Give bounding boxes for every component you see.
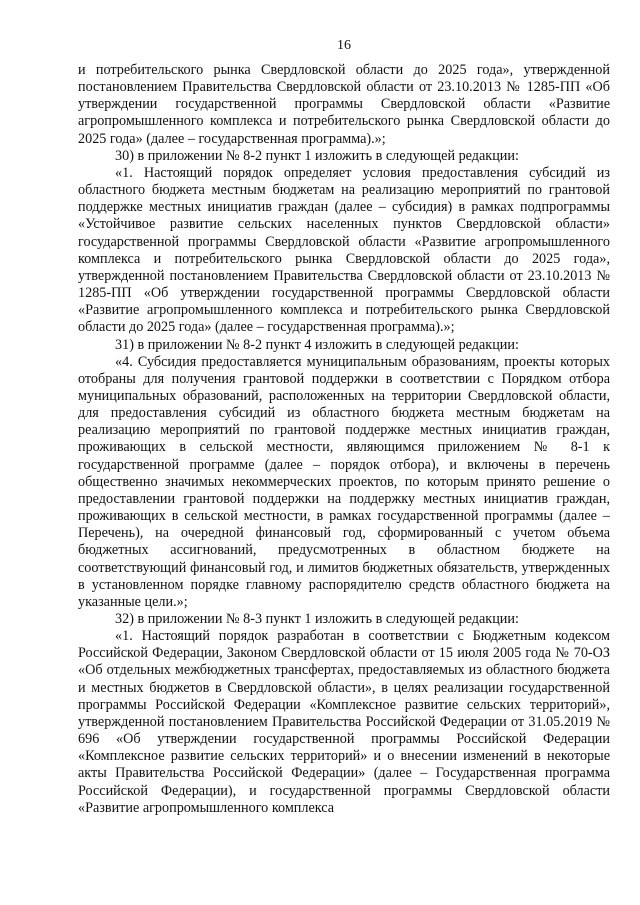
paragraph-quote-8-3-point-1: «1. Настоящий порядок разработан в соответствии с Бюджетным кодексом Российской Федерации, Законом Свердловской области от 15 июля 2005 года № 70-ОЗ «Об отдельных межбюджетных трансфертах, предоставляемых из областного бюджета и местных бюджетов в Свердловской области», в целях реализации государственной программы Российской Федерации «Комплексное развитие сельских территорий», утвержденной постановлением Правительства Российской Федерации от 31.05.2019 № 696 «Об утверждении государственной программы Российской Федерации «Комплексное развитие сельских территорий» и о внесении изменений в некоторые акты Правительства Российской Федерации» (далее – Государственная программа Российской Федерации), и государственной программы Свердловской области «Развитие агропромышленного комплекса <box>78 628 610 816</box>
document-body <box>78 62 610 817</box>
paragraph-quote-8-2-point-4: «4. Субсидия предоставляется муниципальным образованиям, проекты которых отобраны для получения грантовой поддержки в соответствии с Порядком отбора муниципальных образований, расположенных на территории Свердловской области, для предоставления субсидий из областного бюджета местным бюджетам на реализацию мероприятий по грантовой поддержке местных инициатив граждан, проживающих в сельской местности, являющимся приложением № 8-1 к государственной программе (далее – порядок отбора), и включены в перечень общественно значимых некоммерческих проектов, по которым принято решение о предоставлении грантовой поддержки на поддержку местных инициатив граждан, проживающих в сельской местности, в рамках государственной программы (далее – Перечень), на очередной финансовый год, сформированный с учетом объема бюджетных ассигнований, предусмотренных в областном бюджете на соответствующий финансовый год, и лимитов бюджетных обязательств, утвержденных в установленном порядке главному распорядителю средств областного бюджета на указанные цели.»; <box>78 353 610 610</box>
document-page <box>78 38 610 817</box>
page-number: 16 <box>337 38 351 53</box>
paragraph-item-32: 32) в приложении № 8-3 пункт 1 изложить в следующей редакции: <box>115 611 519 627</box>
paragraph-item-30: 30) в приложении № 8-2 пункт 1 изложить в следующей редакции: <box>115 147 519 164</box>
paragraph-continuation: и потребительского рынка Свердловской области до 2025 года», утвержденной постановлением Правительства Свердловской области от 23.10.2013 № 1285-ПП «Об утверждении государственной программы Свердловской области «Развитие агропромышленного комплекса и потребительского рынка Свердловской области до 2025 года» (далее – государственная программа).»; <box>78 62 610 147</box>
paragraph-quote-8-2-point-1: «1. Настоящий порядок определяет условия предоставления субсидий из областного бюджета местным бюджетам на реализацию мероприятий по грантовой поддержке местных инициатив граждан (далее – субсидия) в рамках подпрограммы «Устойчивое развитие сельских населенных пунктов Свердловской области» государственной программы Свердловской области «Развитие агропромышленного комплекса и потребительского рынка Свердловской области до 2025 года», утвержденной постановлением Правительства Свердловской области от 23.10.2013 № 1285-ПП «Об утверждении государственной программы Свердловской области «Развитие агропромышленного комплекса и потребительского рынка Свердловской области до 2025 года» (далее – государственная программа).»; <box>78 164 610 336</box>
paragraph-item-31: 31) в приложении № 8-2 пункт 4 изложить в следующей редакции: <box>115 336 519 353</box>
